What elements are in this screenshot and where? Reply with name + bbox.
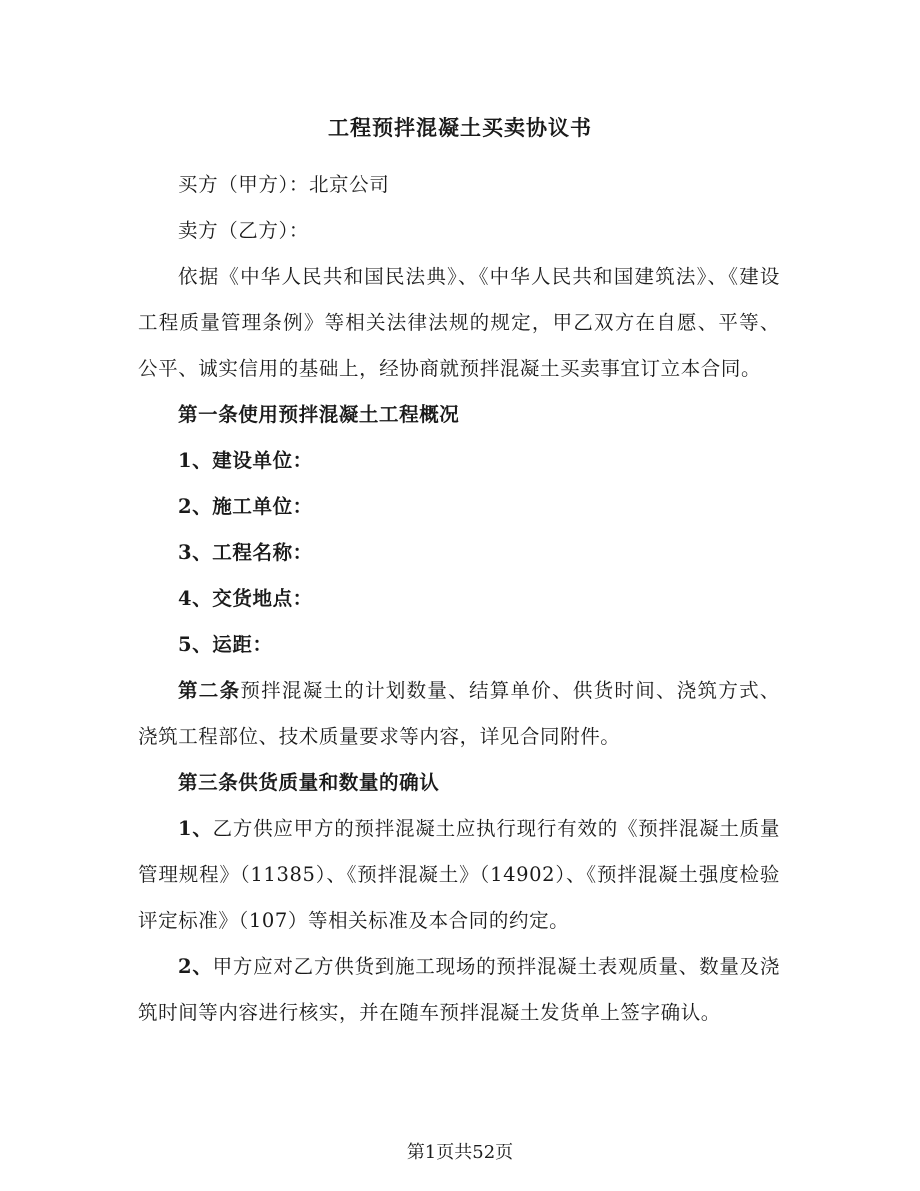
- article3-item2-label: 2、: [178, 955, 213, 978]
- article1-item-delivery-location: 4、交货地点：: [178, 587, 313, 610]
- article2-text: 预拌混凝土的计划数量、结算单价、供货时间、浇筑方式、浇筑工程部位、技术质量要求等内容，详见合同附件。: [138, 679, 780, 748]
- article1-item-distance: 5、运距：: [178, 633, 273, 656]
- article1-item-builder-unit: 2、施工单位：: [178, 495, 313, 518]
- seller-line: 卖方（乙方）：: [178, 219, 309, 242]
- document-title: 工程预拌混凝土买卖协议书: [328, 115, 592, 140]
- article3-item2: [138, 944, 780, 1036]
- article3-item1: [138, 806, 780, 944]
- document-body: [138, 162, 780, 1036]
- intro-paragraph: 依据《中华人民共和国民法典》、《中华人民共和国建筑法》、《建设工程质量管理条例》等相关法律法规的规定，甲乙双方在自愿、平等、公平、诚实信用的基础上，经协商就预拌混凝土买卖事宜订立本合同。: [138, 265, 780, 380]
- article3-item1-label: 1、: [178, 817, 213, 840]
- buyer-line: 买方（甲方）：北京公司: [178, 173, 390, 196]
- article3-item1-text: 乙方供应甲方的预拌混凝土应执行现行有效的《预拌混凝土质量管理规程》（11385）、《预拌混凝土》（14902）、《预拌混凝土强度检验评定标准》（107）等相关标准及本合同的约定。: [138, 817, 780, 932]
- article1-item-construction-unit: 1、建设单位：: [178, 449, 313, 472]
- article3-heading: 第三条供货质量和数量的确认: [178, 771, 440, 794]
- article2-label: 第二条: [178, 679, 241, 702]
- article1-heading: 第一条使用预拌混凝土工程概况: [178, 403, 460, 426]
- page-indicator: 第1页共52页: [406, 1142, 514, 1163]
- article1-item-project-name: 3、工程名称：: [178, 541, 313, 564]
- article2-paragraph: [138, 668, 780, 760]
- article3-item2-text: 甲方应对乙方供货到施工现场的预拌混凝土表观质量、数量及浇筑时间等内容进行核实，并在随车预拌混凝土发货单上签字确认。: [138, 955, 780, 1024]
